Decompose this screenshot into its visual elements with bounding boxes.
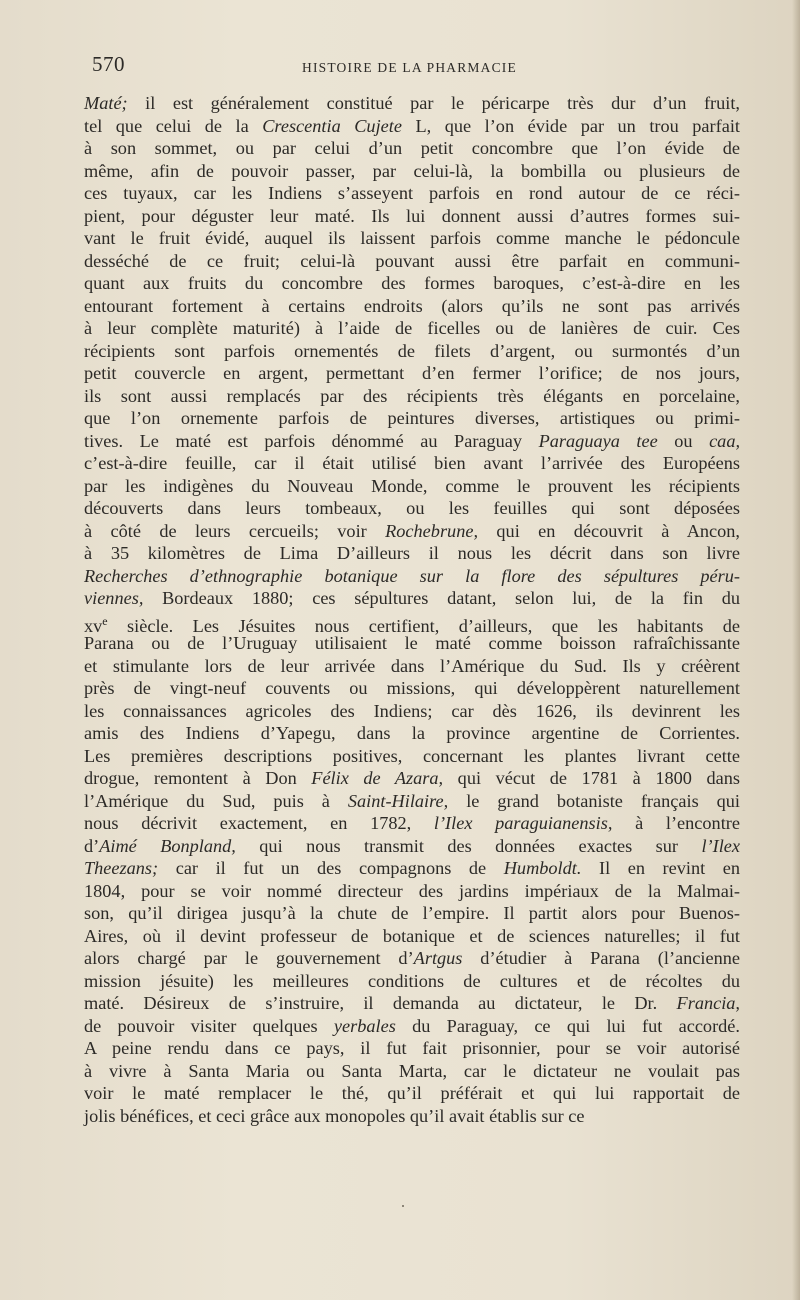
text-line — [84, 632, 740, 655]
text-segment: mission jésuite) les meilleures conditions de cultures et de récoltes du — [84, 970, 740, 991]
italic-text: Francia, — [676, 993, 740, 1013]
text-segment: jolis bénéfices, et ceci grâce aux monopoles qu’il avait établis sur ce — [84, 1105, 585, 1126]
text-line — [84, 385, 740, 408]
text-line — [84, 1015, 740, 1038]
italic-text: l’Ilex — [701, 835, 740, 856]
text-line — [84, 497, 740, 520]
text-line — [84, 700, 740, 723]
text-segment: du Paraguay, ce qui lui fut accordé. — [395, 1015, 740, 1036]
text-segment: entourant fortement à certains endroits (alors qu’ils ne sont pas arrivés — [84, 295, 740, 316]
text-segment: qui vécut de 1781 à 1800 dans — [443, 768, 740, 788]
text-line — [84, 227, 740, 250]
text-segment: pient, pour déguster leur maté. Ils lui donnent aussi d’autres formes sui- — [84, 205, 740, 226]
text-line — [84, 722, 740, 745]
text-line — [84, 340, 740, 363]
text-segment: à 35 kilomètres de Lima D’ailleurs il nous les décrit dans son livre — [84, 543, 740, 563]
text-segment: que l’on ornemente parfois de peintures diverses, artistiques ou primi- — [84, 408, 740, 428]
text-segment: d’ — [84, 835, 100, 856]
italic-text: Artgus — [413, 948, 463, 968]
text-line — [84, 542, 740, 565]
text-segment: 1804, pour se voir nommé directeur des jardins impériaux de la Malmai- — [84, 880, 740, 901]
text-line — [84, 520, 740, 543]
text-segment: maté. Désireux de s’instruire, il demanda au dictateur, le Dr. — [84, 993, 677, 1013]
text-segment: voir le maté remplacer le thé, qu’il préférait et qui lui rapportait de — [84, 1083, 740, 1103]
text-segment: siècle. Les Jésuites nous certifient, d’ailleurs, que les habitants de — [107, 615, 740, 636]
page-speck — [402, 1205, 404, 1207]
text-line — [84, 947, 740, 970]
text-segment: tel que celui de la — [84, 115, 263, 136]
text-segment: A peine rendu dans ce pays, il fut fait prisonnier, pour se voir autorisé — [84, 1038, 740, 1058]
italic-text: Aimé Bonpland, — [99, 835, 236, 856]
text-segment: d’étudier à Parana (l’ancienne — [462, 948, 740, 968]
text-line — [84, 902, 740, 925]
text-segment: nous décrivit exactement, en 1782, — [84, 813, 434, 833]
text-segment: drogue, remontent à Don — [84, 768, 312, 788]
text-line — [84, 970, 740, 993]
italic-text: viennes, — [84, 588, 144, 608]
text-line — [84, 610, 740, 636]
text-segment: ces tuyaux, car les Indiens s’asseyent parfois en rond autour de ce réci- — [84, 183, 740, 203]
text-segment: l’Amérique du Sud, puis à — [84, 790, 348, 811]
page-number: 570 — [92, 52, 125, 76]
text-segment: Il en revint en — [581, 858, 741, 878]
italic-text: caa, — [709, 430, 741, 451]
text-line — [84, 137, 740, 160]
text-line — [84, 767, 740, 790]
superscript-text: e — [102, 613, 108, 628]
text-segment: xv — [84, 615, 103, 636]
text-line — [84, 407, 740, 430]
page-edge-shadow — [792, 0, 800, 1300]
italic-text: Recherches d’ethnographie botanique sur la flore des sépultures péru- — [84, 565, 740, 586]
text-segment: près de vingt-neuf couvents ou missions, qui développèrent naturellement — [84, 678, 740, 698]
text-segment: Parana ou de l’Uruguay utilisaient le maté comme boisson rafraîchissante — [84, 633, 740, 653]
text-segment: ou — [657, 430, 710, 451]
italic-text: Félix de Azara, — [311, 768, 444, 788]
italic-text: Theezans; — [84, 858, 159, 878]
text-segment: car il fut un des compagnons de — [158, 858, 504, 878]
text-segment: L, que l’on évide par un trou parfait — [401, 115, 740, 136]
text-line — [84, 362, 740, 385]
text-line — [84, 790, 740, 813]
italic-text: yerbales — [333, 1015, 396, 1036]
text-line — [84, 925, 740, 948]
italic-text: Crescentia Cujete — [262, 115, 402, 136]
text-segment: Bordeaux 1880; ces sépultures datant, selon lui, de la fin du — [143, 588, 740, 608]
text-segment: à son sommet, ou par celui d’un petit concombre que l’on évide de — [84, 138, 740, 158]
text-line — [84, 880, 740, 903]
text-line — [84, 250, 740, 273]
text-segment: tives. Le maté est parfois dénommé au Paraguay — [84, 430, 539, 451]
text-segment: quant aux fruits du concombre des formes baroques, c’est-à-dire en les — [84, 273, 740, 293]
text-line — [84, 1060, 740, 1083]
text-line — [84, 565, 740, 588]
text-line — [84, 812, 740, 835]
text-line — [84, 272, 740, 295]
text-segment: même, afin de pouvoir passer, par celui-là, la bombilla ou plusieurs de — [84, 160, 740, 181]
text-line — [84, 745, 740, 768]
text-segment: les connaissances agricoles des Indiens; car dès 1626, ils devinrent les — [84, 700, 740, 721]
page-header — [92, 52, 738, 82]
text-segment: de pouvoir visiter quelques — [84, 1015, 334, 1036]
body-text — [84, 92, 740, 1127]
italic-text: l’Ilex paraguianensis, — [433, 813, 613, 833]
text-line — [84, 587, 740, 610]
text-segment: vant le fruit évidé, auquel ils laissent parfois comme manche le pédoncule — [84, 228, 740, 248]
text-segment: à leur complète maturité) à l’aide de ficelles ou de lanières de cuir. Ces — [84, 318, 740, 338]
text-segment: il est généralement constitué par le péricarpe très dur d’un fruit, — [127, 93, 740, 113]
text-segment: alors chargé par le gouvernement d’ — [84, 948, 414, 968]
italic-text: Paraguaya tee — [538, 430, 658, 451]
text-line — [84, 677, 740, 700]
text-segment: son, qu’il dirigea jusqu’à la chute de l’empire. Il partit alors pour Buenos- — [84, 903, 740, 923]
text-segment: récipients sont parfois ornementés de filets d’argent, ou surmontés d’un — [84, 340, 740, 361]
text-line — [84, 430, 740, 453]
text-line — [84, 92, 740, 115]
text-segment: le grand botaniste français qui — [448, 790, 740, 811]
running-title: HISTOIRE DE LA PHARMACIE — [302, 60, 517, 75]
text-segment: découverts dans leurs tombeaux, ou les feuilles qui sont déposées — [84, 498, 740, 518]
text-line — [84, 160, 740, 183]
text-segment: ils sont aussi remplacés par des récipients très élégants en porcelaine, — [84, 385, 740, 406]
text-line — [84, 835, 740, 858]
text-line — [84, 1082, 740, 1105]
text-line — [84, 1105, 740, 1128]
text-segment: et stimulante lors de leur arrivée dans l’Amérique du Sud. Ils y créèrent — [84, 655, 740, 676]
text-segment: Les premières descriptions positives, concernant les plantes livrant cette — [84, 745, 740, 766]
text-line — [84, 115, 740, 138]
text-segment: qui nous transmit des données exactes sur — [235, 835, 702, 856]
text-segment: petit couvercle en argent, permettant d’en fermer l’orifice; de nos jours, — [84, 363, 740, 383]
text-segment: à côté de leurs cercueils; voir — [84, 520, 386, 541]
text-segment: c’est-à-dire feuille, car il était utilisé bien avant l’arrivée des Européens — [84, 453, 740, 473]
text-line — [84, 317, 740, 340]
text-segment: amis des Indiens d’Yapegu, dans la province argentine de Corrientes. — [84, 723, 740, 743]
text-line — [84, 452, 740, 475]
italic-text: Humboldt. — [503, 858, 582, 878]
text-segment: Aires, où il devint professeur de botanique et de sciences naturelles; il fut — [84, 925, 740, 946]
text-segment: qui en découvrit à Ancon, — [478, 520, 740, 541]
text-line — [84, 1037, 740, 1060]
text-segment: à vivre à Santa Maria ou Santa Marta, car le dictateur ne voulait pas — [84, 1060, 740, 1081]
text-line — [84, 182, 740, 205]
text-line — [84, 205, 740, 228]
text-line — [84, 655, 740, 678]
text-segment: desséché de ce fruit; celui-là pouvant aussi être parfait en communi- — [84, 250, 740, 271]
italic-text: Rochebrune, — [385, 520, 479, 541]
text-line — [84, 857, 740, 880]
text-line — [84, 475, 740, 498]
italic-text: Saint-Hilaire, — [347, 790, 449, 811]
text-segment: à l’encontre — [612, 813, 740, 833]
text-line — [84, 295, 740, 318]
text-segment: par les indigènes du Nouveau Monde, comme le prouvent les récipients — [84, 475, 740, 496]
italic-text: Maté; — [84, 93, 128, 113]
text-line — [84, 992, 740, 1015]
